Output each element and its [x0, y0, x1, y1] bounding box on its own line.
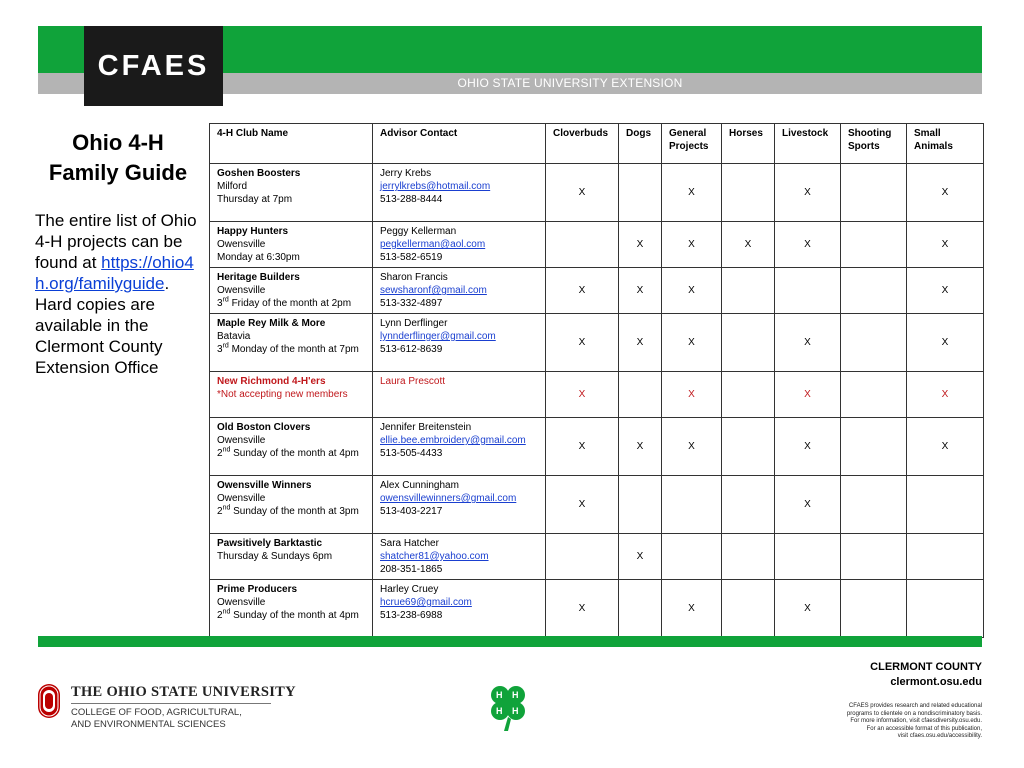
table-row: [210, 476, 984, 534]
advisor-name: Harley Cruey: [380, 584, 439, 595]
advisor-name: Lynn Derflinger: [380, 318, 448, 329]
page-title-line-1: Ohio 4-H: [72, 130, 164, 155]
club-location: Milford: [217, 181, 248, 192]
mark-general-projects: X: [662, 268, 722, 314]
mark-shooting-sports: [841, 314, 907, 372]
advisor-name: Sara Hatcher: [380, 538, 439, 549]
mark-livestock: X: [775, 476, 841, 534]
meeting-ordinal-suffix: rd: [222, 296, 229, 304]
footer-green-band: [38, 636, 982, 647]
club-name: Happy Hunters: [217, 226, 289, 237]
header-advisor-contact: Advisor Contact: [373, 124, 546, 164]
guide-text-before-link: The entire list of Ohio 4-H projects can be found at: [35, 211, 197, 272]
club-meeting: Monday at 6:30pm: [217, 252, 300, 263]
advisor-cell: [373, 268, 546, 314]
meeting-ordinal: 3: [217, 344, 223, 355]
club-location: Owensville: [217, 285, 266, 296]
family-guide-link[interactable]: https://ohio4h.org/familyguide: [35, 253, 194, 293]
club-location: Owensville: [217, 493, 266, 504]
mark-cloverbuds: X: [546, 418, 619, 476]
mark-horses: [722, 164, 775, 222]
disclaimer: [782, 703, 982, 741]
club-name: Heritage Builders: [217, 272, 300, 283]
college-name: [71, 707, 242, 731]
header-shooting-sports: Shooting Sports: [841, 124, 907, 164]
advisor-email-link[interactable]: shatcher81@yahoo.com: [380, 551, 489, 562]
club-cell: [210, 372, 373, 418]
advisor-name: Laura Prescott: [380, 376, 446, 387]
mark-general-projects: X: [662, 372, 722, 418]
mark-general-projects: X: [662, 580, 722, 638]
club-name: Maple Rey Milk & More: [217, 318, 326, 329]
club-name: Old Boston Clovers: [217, 422, 311, 433]
advisor-phone: 513-288-8444: [380, 194, 443, 205]
table-row: [210, 164, 984, 222]
mark-horses: [722, 314, 775, 372]
header-horses: Horses: [722, 124, 775, 164]
header-dogs: Dogs: [619, 124, 662, 164]
header-livestock: Livestock: [775, 124, 841, 164]
county-block: [870, 660, 982, 690]
meeting-ordinal-suffix: nd: [222, 608, 231, 616]
club-meeting: Thursday & Sundays 6pm: [217, 551, 333, 562]
club-name: Owensville Winners: [217, 480, 312, 491]
meeting-rest: Sunday of the month at 4pm: [230, 448, 359, 459]
osu-divider: [71, 703, 271, 704]
guide-description: [35, 210, 207, 378]
college-name-line-1: COLLEGE OF FOOD, AGRICULTURAL,: [71, 707, 242, 718]
mark-dogs: X: [619, 222, 662, 268]
advisor-name: Sharon Francis: [380, 272, 448, 283]
advisor-cell: [373, 476, 546, 534]
meeting-ordinal-suffix: nd: [222, 504, 231, 512]
county-name: CLERMONT COUNTY: [870, 661, 982, 673]
mark-cloverbuds: X: [546, 268, 619, 314]
table-row: [210, 418, 984, 476]
page-title-line-2: Family Guide: [48, 160, 188, 185]
meeting-rest: Monday of the month at 7pm: [228, 344, 359, 355]
club-name: Pawsitively Barktastic: [217, 538, 323, 549]
header-small-animals: Small Animals: [907, 124, 984, 164]
club-cell: [210, 580, 373, 638]
mark-livestock: X: [775, 418, 841, 476]
mark-small-animals: X: [907, 268, 984, 314]
advisor-email-link[interactable]: hcrue69@gmail.com: [380, 597, 472, 608]
college-name-line-2: AND ENVIRONMENTAL SCIENCES: [71, 719, 226, 730]
meeting-rest: Friday of the month at 2pm: [228, 298, 352, 309]
advisor-email-link[interactable]: sewsharonf@gmail.com: [380, 285, 487, 296]
club-meeting: [217, 609, 365, 622]
block-o-icon: [37, 683, 61, 719]
club-cell: [210, 534, 373, 580]
mark-cloverbuds: X: [546, 164, 619, 222]
table-header-row: [210, 124, 984, 164]
advisor-phone: 208-351-1865: [380, 564, 443, 575]
meeting-ordinal: 3: [217, 298, 223, 309]
mark-horses: [722, 418, 775, 476]
club-meeting: [217, 505, 365, 518]
club-name: Prime Producers: [217, 584, 298, 595]
mark-dogs: X: [619, 418, 662, 476]
club-cell: [210, 268, 373, 314]
disclaimer-line: For an accessible format of this publication,: [866, 725, 982, 732]
club-meeting: Thursday at 7pm: [217, 194, 293, 205]
svg-text:H: H: [512, 690, 519, 700]
mark-small-animals: X: [907, 314, 984, 372]
club-name: New Richmond 4-H'ers: [217, 376, 326, 387]
mark-dogs: [619, 164, 662, 222]
advisor-email-link[interactable]: pegkellerman@aol.com: [380, 239, 486, 250]
meeting-ordinal-suffix: rd: [222, 342, 229, 350]
mark-shooting-sports: [841, 476, 907, 534]
mark-small-animals: X: [907, 164, 984, 222]
table-row: [210, 222, 984, 268]
4h-clover-icon: [482, 681, 534, 733]
mark-horses: X: [722, 222, 775, 268]
disclaimer-line: For more information, visit cfaesdiversity.osu.edu.: [850, 718, 982, 724]
club-location: Owensville: [217, 239, 266, 250]
svg-text:H: H: [512, 706, 519, 716]
table-row: [210, 268, 984, 314]
table-row: [210, 580, 984, 638]
mark-small-animals: X: [907, 222, 984, 268]
clubs-table: [209, 123, 984, 638]
mark-shooting-sports: [841, 222, 907, 268]
mark-horses: [722, 580, 775, 638]
mark-dogs: X: [619, 534, 662, 580]
advisor-name: Peggy Kellerman: [380, 226, 457, 237]
osu-name: THE OHIO STATE UNIVERSITY: [71, 684, 296, 700]
mark-shooting-sports: [841, 268, 907, 314]
club-cell: [210, 418, 373, 476]
mark-shooting-sports: [841, 372, 907, 418]
osu-logo: [37, 683, 296, 733]
advisor-phone: 513-612-8639: [380, 344, 443, 355]
club-location: Owensville: [217, 597, 266, 608]
advisor-phone: 513-403-2217: [380, 506, 443, 517]
advisor-name: Jerry Krebs: [380, 168, 432, 179]
mark-small-animals: X: [907, 418, 984, 476]
advisor-email-link[interactable]: ellie.bee.embroidery@gmail.com: [380, 435, 526, 446]
cfaes-logo-text: CFAES: [97, 49, 210, 82]
club-cell: [210, 314, 373, 372]
mark-shooting-sports: [841, 418, 907, 476]
mark-livestock: X: [775, 164, 841, 222]
club-location: Owensville: [217, 435, 266, 446]
mark-cloverbuds: X: [546, 580, 619, 638]
mark-livestock: [775, 268, 841, 314]
mark-dogs: X: [619, 268, 662, 314]
advisor-cell: [373, 164, 546, 222]
mark-cloverbuds: X: [546, 314, 619, 372]
table-row: [210, 372, 984, 418]
mark-cloverbuds: X: [546, 476, 619, 534]
advisor-email-link[interactable]: jerrylkrebs@hotmail.com: [380, 181, 491, 192]
club-location: Batavia: [217, 331, 251, 342]
mark-general-projects: X: [662, 222, 722, 268]
club-cell: [210, 222, 373, 268]
mark-livestock: X: [775, 314, 841, 372]
table-row: [210, 314, 984, 372]
advisor-cell: [373, 580, 546, 638]
mark-cloverbuds: X: [546, 372, 619, 418]
mark-general-projects: [662, 476, 722, 534]
club-meeting: [217, 297, 365, 310]
advisor-name: Alex Cunningham: [380, 480, 459, 491]
advisor-cell: [373, 314, 546, 372]
advisor-name: Jennifer Breitenstein: [380, 422, 472, 433]
advisor-phone: 513-505-4433: [380, 448, 443, 459]
mark-dogs: X: [619, 314, 662, 372]
guide-text-after-link: . Hard copies are available in the Clermont County Extension Office: [35, 274, 170, 377]
club-cell: [210, 476, 373, 534]
header-club-name: 4-H Club Name: [210, 124, 373, 164]
mark-shooting-sports: [841, 580, 907, 638]
mark-general-projects: X: [662, 418, 722, 476]
mark-shooting-sports: [841, 534, 907, 580]
club-meeting: [217, 447, 365, 460]
mark-small-animals: X: [907, 372, 984, 418]
meeting-rest: Sunday of the month at 3pm: [230, 506, 359, 517]
disclaimer-line: programs to clientele on a nondiscriminatory basis.: [846, 710, 982, 717]
mark-general-projects: X: [662, 314, 722, 372]
mark-shooting-sports: [841, 164, 907, 222]
club-meeting: [217, 343, 365, 356]
mark-cloverbuds: [546, 222, 619, 268]
advisor-cell: [373, 222, 546, 268]
advisor-email-link[interactable]: owensvillewinners@gmail.com: [380, 493, 517, 504]
mark-cloverbuds: [546, 534, 619, 580]
mark-livestock: [775, 534, 841, 580]
mark-small-animals: [907, 476, 984, 534]
advisor-cell: [373, 372, 546, 418]
mark-horses: [722, 476, 775, 534]
mark-dogs: [619, 372, 662, 418]
svg-text:H: H: [496, 690, 503, 700]
mark-horses: [722, 372, 775, 418]
advisor-cell: [373, 418, 546, 476]
mark-small-animals: [907, 534, 984, 580]
meeting-ordinal: 2: [217, 448, 223, 459]
mark-general-projects: X: [662, 164, 722, 222]
meeting-ordinal: 2: [217, 506, 223, 517]
mark-livestock: X: [775, 222, 841, 268]
header-general-projects: General Projects: [662, 124, 722, 164]
advisor-phone: 513-332-4897: [380, 298, 443, 309]
table-row: [210, 534, 984, 580]
mark-horses: [722, 268, 775, 314]
header-cloverbuds: Cloverbuds: [546, 124, 619, 164]
svg-text:H: H: [496, 706, 503, 716]
disclaimer-line: CFAES provides research and related educational: [848, 703, 982, 709]
meeting-ordinal-suffix: nd: [222, 446, 231, 454]
advisor-phone: 513-582-6519: [380, 252, 443, 263]
mark-horses: [722, 534, 775, 580]
club-status-note: *Not accepting new members: [217, 389, 348, 400]
meeting-ordinal: 2: [217, 610, 223, 621]
mark-dogs: [619, 580, 662, 638]
advisor-phone: 513-238-6988: [380, 610, 443, 621]
mark-dogs: [619, 476, 662, 534]
disclaimer-line: visit cfaes.osu.edu/accessibility.: [897, 733, 982, 739]
page-title: [38, 128, 198, 188]
mark-general-projects: [662, 534, 722, 580]
county-website[interactable]: clermont.osu.edu: [890, 676, 982, 688]
meeting-rest: Sunday of the month at 4pm: [230, 610, 359, 621]
club-cell: [210, 164, 373, 222]
advisor-email-link[interactable]: lynnderflinger@gmail.com: [380, 331, 496, 342]
advisor-cell: [373, 534, 546, 580]
cfaes-logo: [84, 26, 223, 106]
mark-livestock: X: [775, 372, 841, 418]
mark-small-animals: [907, 580, 984, 638]
club-name: Goshen Boosters: [217, 168, 301, 179]
mark-livestock: X: [775, 580, 841, 638]
extension-banner-text: OHIO STATE UNIVERSITY EXTENSION: [457, 76, 683, 90]
